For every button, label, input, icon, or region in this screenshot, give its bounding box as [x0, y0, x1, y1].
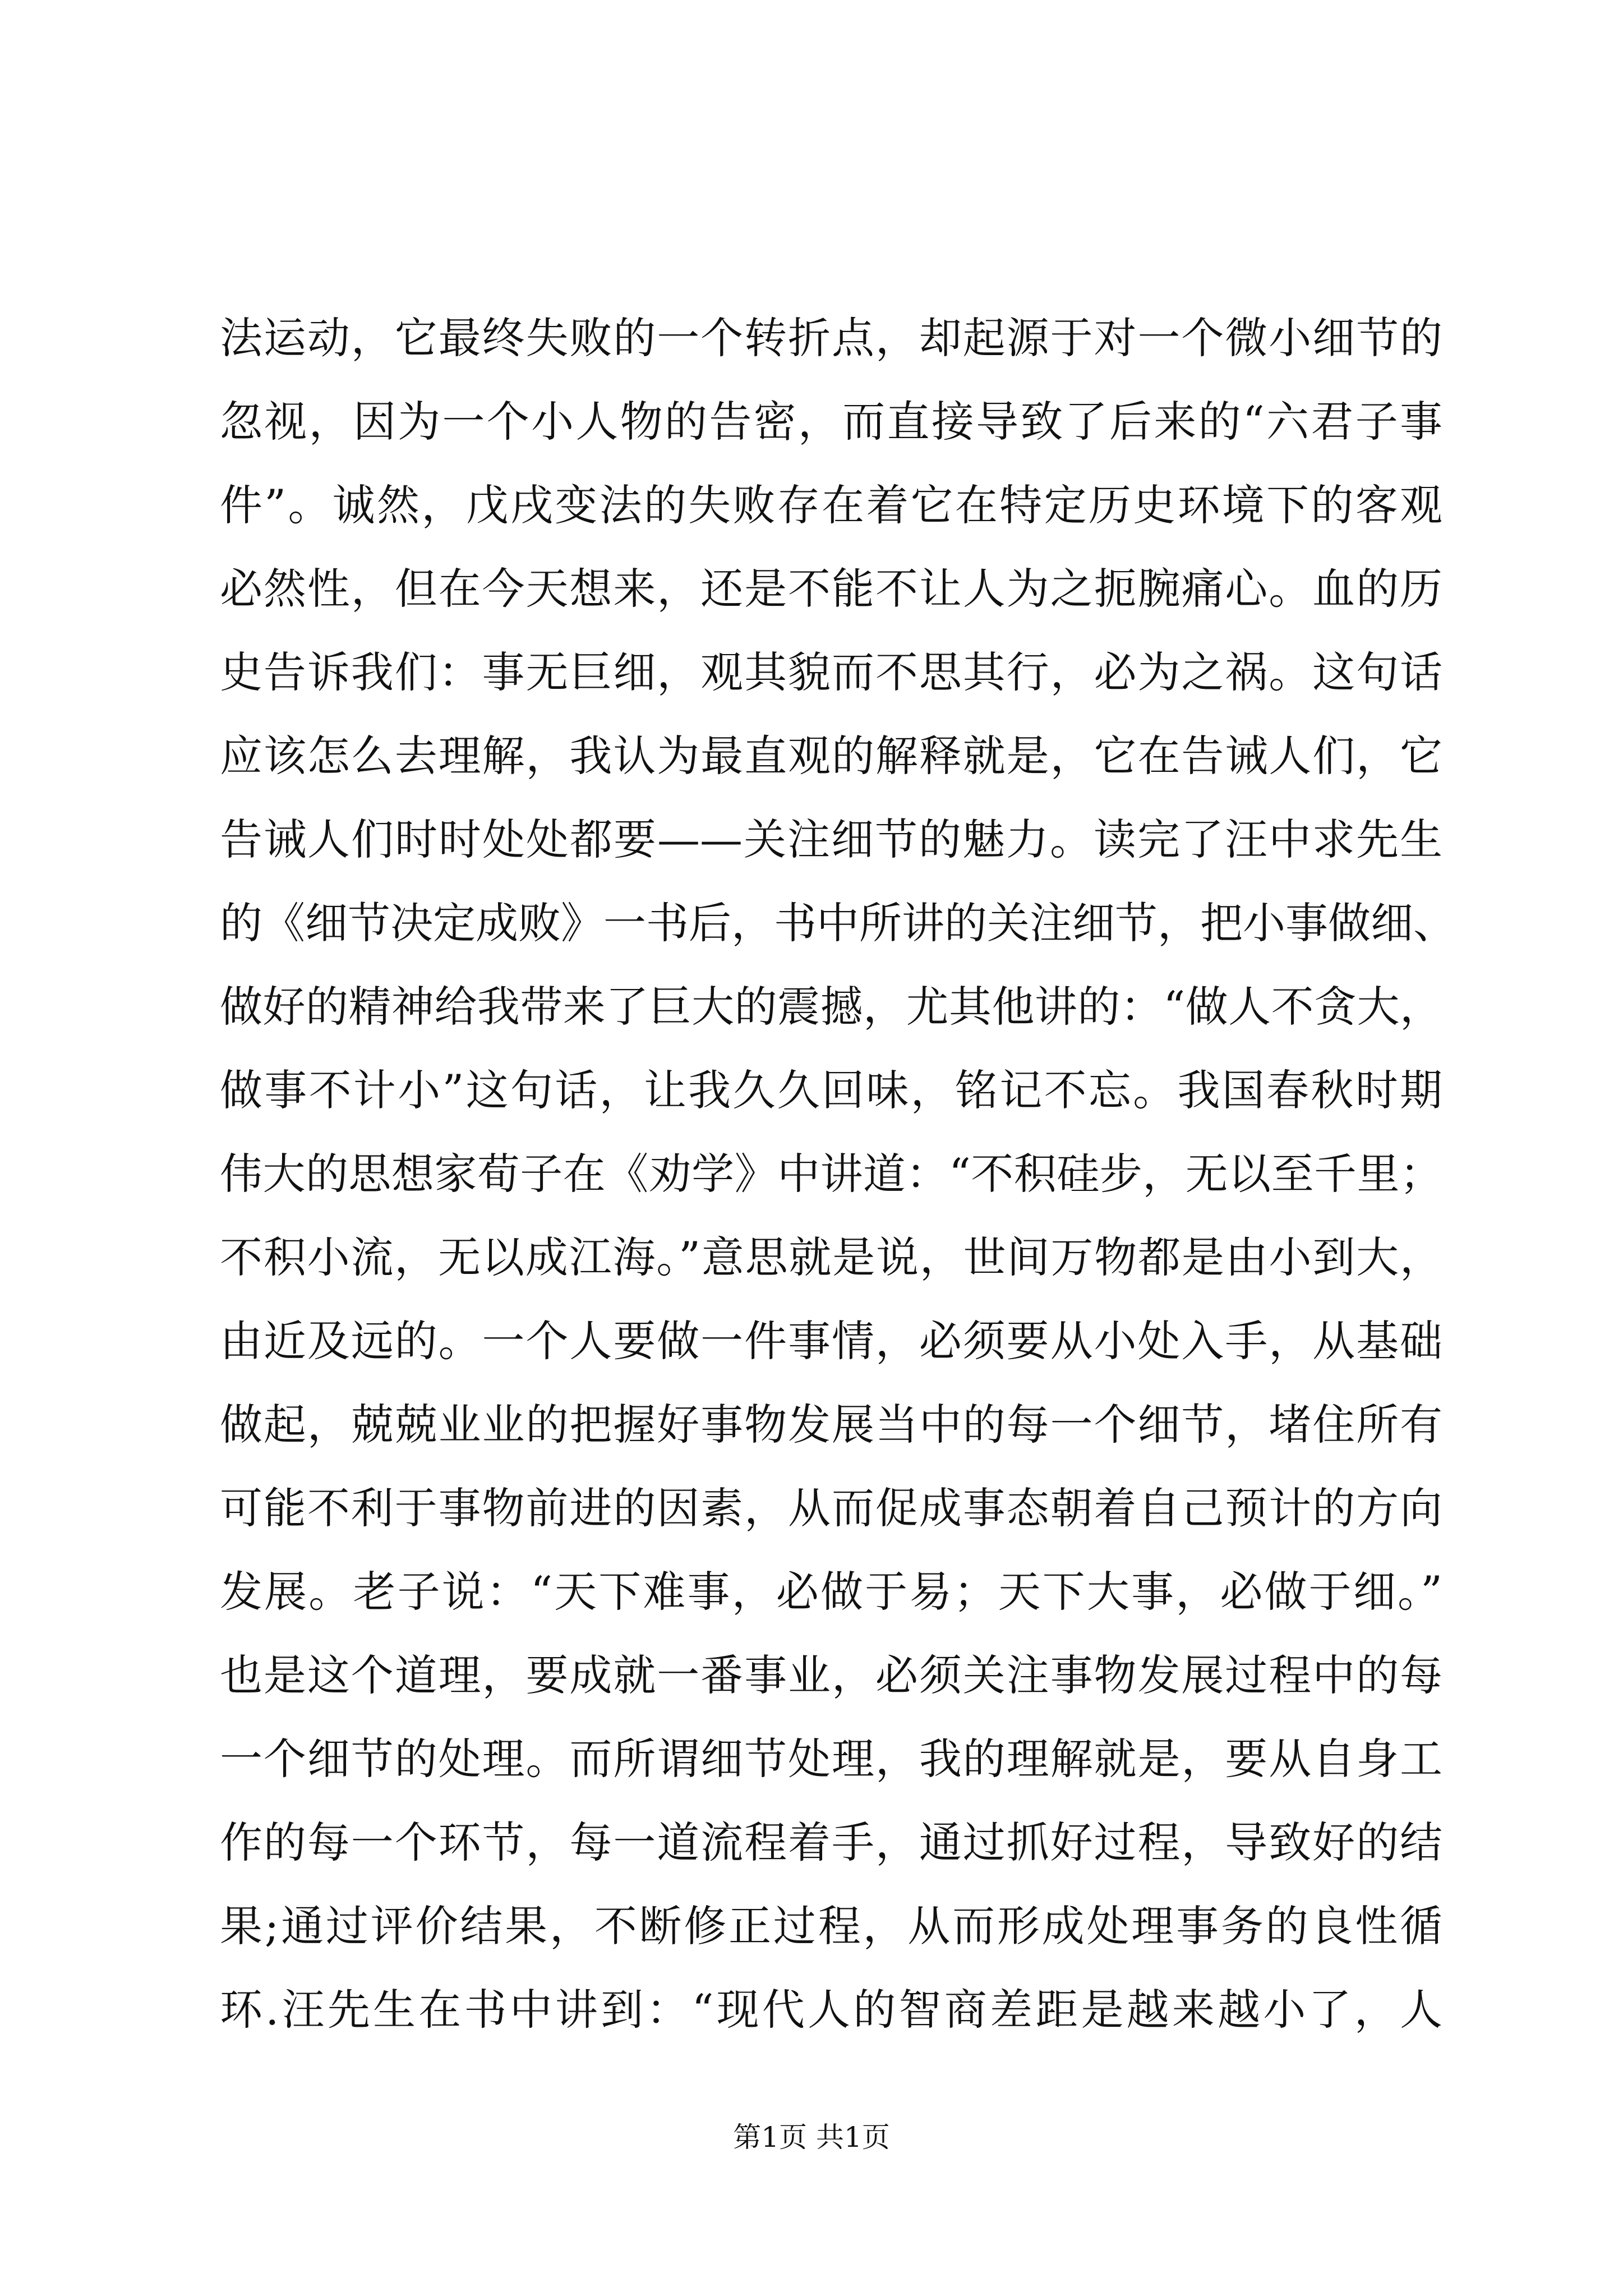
text-line: 件”。诚然，戊戌变法的失败存在着它在特定历史环境下的客观	[220, 480, 1442, 530]
text-line: 可能不利于事物前进的因素，从而促成事态朝着自己预计的方向	[220, 1483, 1442, 1533]
text-line: 必然性，但在今天想来，还是不能不让人为之扼腕痛心。血的历	[220, 564, 1442, 614]
text-line: 发展。老子说：“天下难事，必做于易；天下大事，必做于细。”	[220, 1567, 1442, 1617]
text-line: 史告诉我们：事无巨细，观其貌而不思其行，必为之祸。这句话	[220, 647, 1442, 697]
text-line: 忽视，因为一个小人物的告密，而直接导致了后来的“六君子事	[220, 397, 1442, 447]
text-line: 由近及远的。一个人要做一件事情，必须要从小处入手，从基础	[220, 1316, 1442, 1366]
text-line: 做好的精神给我带来了巨大的震撼，尤其他讲的：“做人不贪大，	[220, 982, 1442, 1032]
text-line: 果;通过评价结果，不断修正过程，从而形成处理事务的良性循	[220, 1901, 1442, 1951]
text-line: 不积小流，无以成江海。”意思就是说，世间万物都是由小到大，	[220, 1232, 1442, 1282]
text-line: 环.汪先生在书中讲到：“现代人的智商差距是越来越小了，人	[220, 1985, 1442, 2035]
text-line: 做事不计小”这句话，让我久久回味，铭记不忘。我国春秋时期	[220, 1065, 1442, 1115]
text-line: 应该怎么去理解，我认为最直观的解释就是，它在告诫人们，它	[220, 731, 1442, 781]
text-line: 作的每一个环节，每一道流程着手，通过抓好过程，导致好的结	[220, 1818, 1442, 1867]
body-paragraph	[220, 296, 1456, 2051]
text-line: 的《细节决定成败》一书后，书中所讲的关注细节，把小事做细、	[220, 898, 1456, 948]
text-line: 一个细节的处理。而所谓细节处理，我的理解就是，要从自身工	[220, 1734, 1442, 1784]
text-line: 伟大的思想家荀子在《劝学》中讲道：“不积硅步，无以至千里；	[220, 1149, 1442, 1199]
text-line: 法运动，它最终失败的一个转折点，却起源于对一个微小细节的	[220, 313, 1442, 363]
text-line: 做起，兢兢业业的把握好事物发展当中的每一个细节，堵住所有	[220, 1400, 1442, 1450]
page-number-footer: 第1页 共1页	[733, 2121, 890, 2154]
text-line: 也是这个道理，要成就一番事业，必须关注事物发展过程中的每	[220, 1650, 1442, 1700]
text-line: 告诫人们时时处处都要——关注细节的魅力。读完了汪中求先生	[220, 815, 1442, 864]
